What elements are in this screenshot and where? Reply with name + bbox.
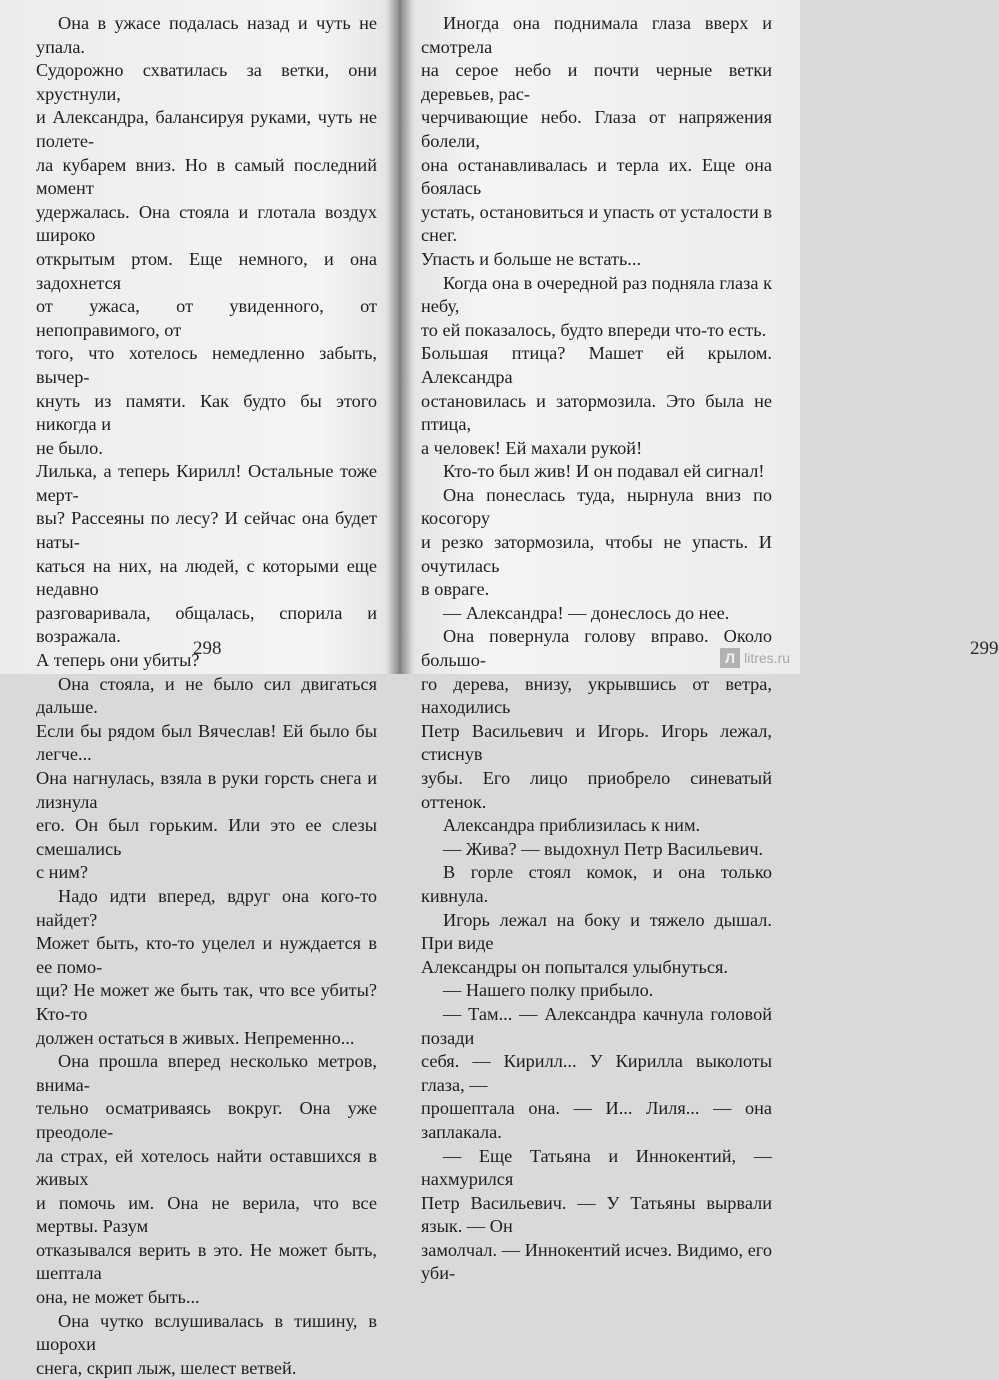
watermark	[720, 648, 790, 668]
litres-logo-icon: Л	[720, 648, 740, 668]
paragraph: Она в ужасе подалась назад и чуть не упала.	[36, 13, 377, 57]
paragraph: — Александра! — донеслось до нее.	[443, 602, 730, 623]
paragraph: — Там... — Александра качнула головой позади себя. — Кирилл... У Кирилла выколоты глаза, — прошептала она. — И... Лиля... — она заплакала.	[421, 1003, 772, 1142]
paragraph: Игорь лежал на боку и тяжело дышал. При виде Александры он попытался улыбнуться.	[421, 909, 772, 977]
paragraph: Надо идти вперед, вдруг она кого-то найдет? Может быть, кто-то уцелел и нуждается в ее помо- щи? Не может же быть так, что все убиты? Кто-то должен остаться в живых. Непременно...	[36, 885, 377, 1048]
paragraph: Лилька, а теперь Кирилл! Остальные тоже мерт- вы? Рассеяны по лесу? И сейчас она будет наты- каться на них, на людей, с которыми еще недавно разговаривала, общалась, спорила и возражала. А теперь они убиты?	[36, 461, 377, 671]
paragraph: Кто-то был жив! И он подавал ей сигнал!	[443, 461, 765, 482]
paragraph: Судорожно схватилась за ветки, они хрустнули, и Александра, балансируя руками, чуть не полете- ла кубарем вниз. Но в самый последний момент удержалась. Она стояла и глотала воздух широко открытым ртом. Еще немного, и она задохнется от ужаса, от увиденного, от непоправимого, от того, что хотелось немедленно забыть, вычер- кнуть из памяти. Как будто бы этого никогда и не было.	[36, 60, 377, 458]
paragraph: Она чутко вслушивалась в тишину, в шорохи снега, скрип лыж, шелест ветвей.	[36, 1310, 377, 1378]
paragraph: Иногда она поднимала глаза вверх и смотрела на серое небо и почти черные ветки деревьев, рас- черчивающие небо. Глаза от напряжения болели, она останавливалась и терла их. Еще она боялась устать, остановиться и упасть от усталости в снег. Упасть и больше не встать...	[421, 13, 772, 269]
paragraph: Она понеслась туда, нырнула вниз по косогору и резко затормозила, чтобы не упасть. И очутилась в овраге.	[421, 484, 772, 600]
paragraph: — Жива? — выдохнул Петр Васильевич.	[443, 838, 764, 859]
paragraph: Когда она в очередной раз подняла глаза к небу, то ей показалось, будто впереди что-то есть. Большая птица? Машет ей крылом. Александра остановилась и затормозила. Это была не птица, а человек! Ей махали рукой!	[421, 272, 772, 458]
paragraph: Она повернула голову вправо. Около большо- го дерева, внизу, укрывшись от ветра, находились Петр Васильевич и Игорь. Игорь лежал, стиснув зубы. Его лицо приобрело синеватый оттенок.	[421, 626, 772, 812]
paragraph: — Еще Татьяна и Иннокентий, — нахмурился Петр Васильевич. — У Татьяны вырвали язык. — Он замолчал. — Иннокентий исчез. Видимо, его уби-	[421, 1145, 772, 1284]
paragraph: Александра приблизилась к ним.	[443, 815, 701, 836]
right-page	[405, 0, 999, 1284]
paragraph: Она стояла, и не было сил двигаться дальше. Если бы рядом был Вячеслав! Ей было бы легче...	[36, 673, 377, 765]
paragraph: Она прошла вперед несколько метров, внима- тельно осматриваясь вокруг. Она уже преодоле- ла страх, ей хотелось найти оставшихся в живых и помочь им. Она не верила, что все мертвы. Разум отказывался верить в это. Не может быть, шептала она, не может быть...	[36, 1051, 377, 1308]
page-number-right: 299	[970, 638, 999, 659]
left-page-text	[36, 12, 377, 1380]
paragraph: В горле стоял комок, и она только кивнула.	[421, 862, 772, 906]
page-number-left: 298	[193, 638, 222, 659]
left-page	[0, 0, 395, 1378]
watermark-text: litres.ru	[744, 650, 790, 666]
paragraph: — Нашего полку прибыло.	[443, 980, 654, 1001]
paragraph: Она нагнулась, взяла в руки горсть снега и лизнула его. Он был горьким. Или это ее слезы смешались с ним?	[36, 768, 377, 883]
